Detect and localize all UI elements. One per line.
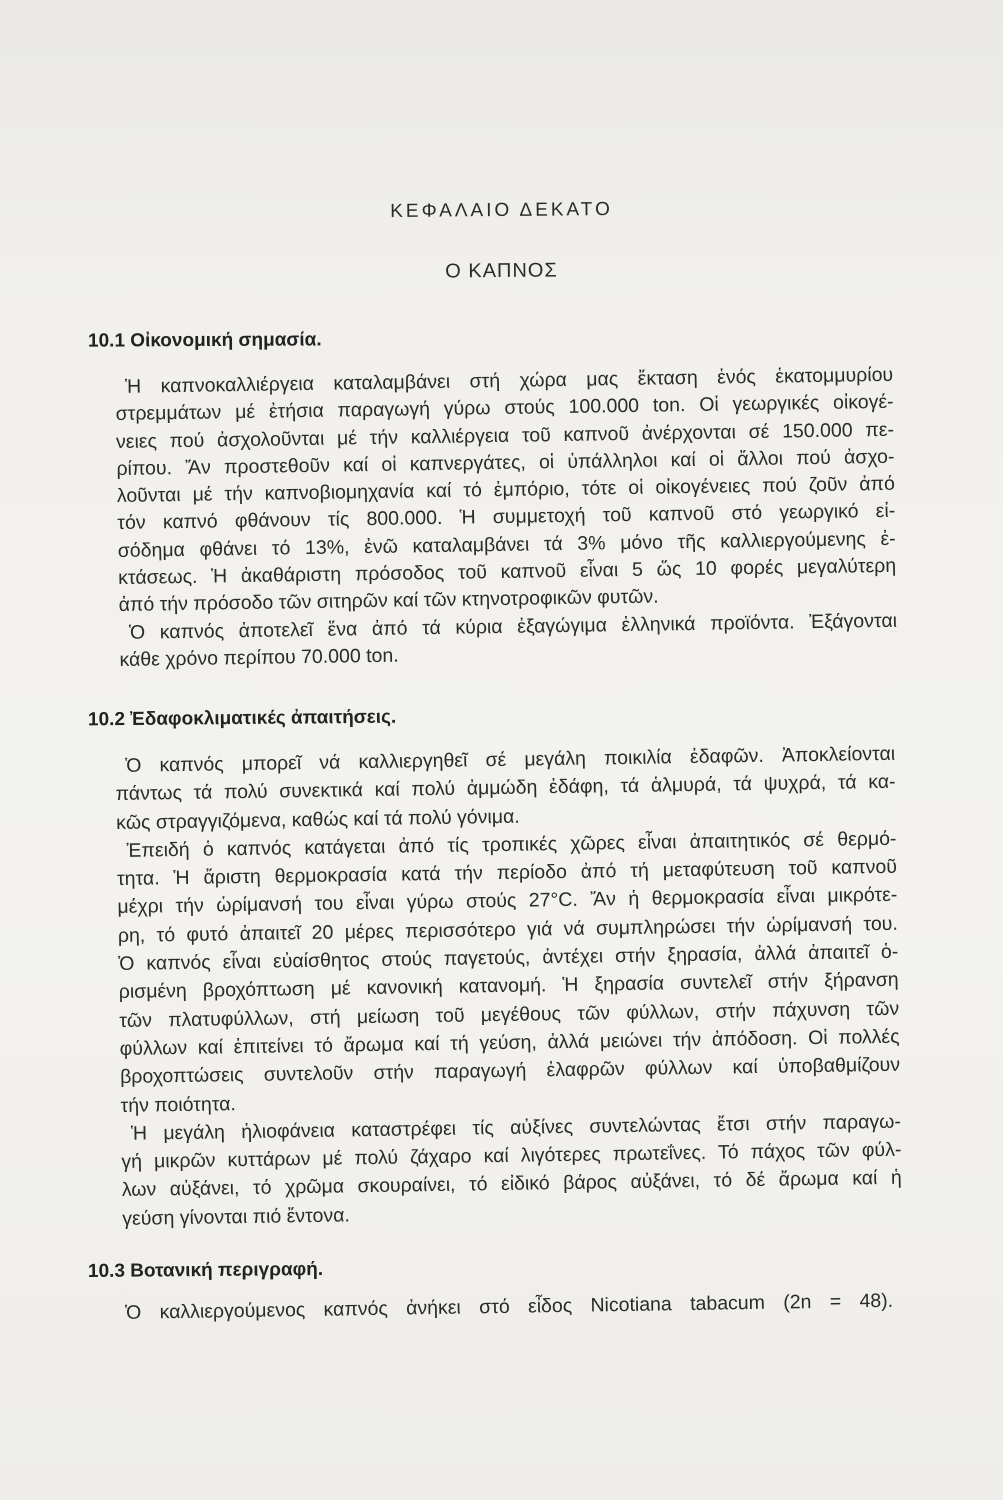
text-line: ρισμένη βροχόπτωση μέ κανονική κατανομή. Ἡ ξηρασία συντελεῖ στήν ξήρανση [118, 969, 899, 1004]
text-line: σόδημα φθάνει τό 13%, ἐνῶ καταλαμβάνει τά 3% μόνο τῆς καλλιεργούμενης ἐ- [117, 527, 896, 562]
text-line: ἀπό τήν πρόσοδο τῶν σιτηρῶν καί τῶν κτηνοτροφικῶν φυτῶν. [118, 585, 659, 617]
section-10-1-body [115, 362, 898, 674]
text-line: πάντως τά πολύ συνεκτικά καί πολύ ἀμμώδη ἐδάφη, τά ἁλμυρά, τά ψυχρά, τά κα- [115, 771, 896, 806]
text-line: βροχοπτώσεις συντελοῦν στήν παραγωγή ἐλαφρῶν φύλλων καί ὑποβαθμίζουν [119, 1053, 901, 1089]
text-line: τῶν πλατυφύλλων, στή μείωση τοῦ μεγέθους τῶν φύλλων, στήν πάχυνση τῶν [119, 997, 900, 1032]
chapter-label: ΚΕΦΑΛΑΙΟ ΔΕΚΑΤΟ [390, 199, 613, 222]
text-line: τόν καπνό φθάνουν τίς 800.000. Ἡ συμμετοχή τοῦ καπνοῦ στό γεωργικό εἰ- [117, 500, 896, 535]
text-line: Ἡ καπνοκαλλιέργεια καταλαμβάνει στή χώρα μας ἔκταση ἑνός ἑκατομμυρίου [125, 363, 894, 398]
text-line: στρεμμάτων μέ ἐτήσια παραγωγή γύρω στούς 100.000 ton. Οἱ γεωργικές οἰκογέ- [115, 391, 894, 426]
text-line: νειες πού ἀσχολοῦνται μέ τήν καλλιέργεια τοῦ καπνοῦ ἀνέρχονται σέ 150.000 πε- [115, 418, 895, 453]
section-10-2-body [115, 740, 902, 1233]
section-heading-10-2: 10.2 Ἐδαφοκλιματικές ἀπαιτήσεις. [87, 706, 397, 731]
section-10-3-body [115, 1288, 893, 1328]
text-line: γή μικρῶν κυττάρων μέ πολύ ζάχαρο καί λιγότερες πρωτεΐνες. Τό πάχος τῶν φύλ- [121, 1138, 902, 1174]
text-line: Ὁ καπνός μπορεῖ νά καλλιεργηθεῖ σέ μεγάλη ποικιλία ἐδαφῶν. Ἀποκλείονται [125, 742, 896, 777]
text-line: φύλλων καί ἐπιτείνει τό ἄρωμα καί τή γεύση, ἀλλά μειώνει τήν ἀπόδοση. Οἱ πολλές [119, 1025, 900, 1060]
text-line: Ὁ καπνός ἀποτελεῖ ἕνα ἀπό τά κύρια ἐξαγώγιμα ἑλληνικά προϊόντα. Ἐξάγονται [128, 609, 898, 644]
text-line: κτάσεως. Ἡ ἀκαθάριστη πρόσοδος τοῦ καπνοῦ εἶναι 5 ὥς 10 φορές μεγαλύτερη [118, 554, 897, 590]
text-line: Ὁ καπνός εἶναι εὐαίσθητος στούς παγετούς, ἀντέχει στήν ξηρασία, ἀλλά ἀπαιτεῖ ὁ- [118, 940, 899, 976]
text-line: κῶς στραγγιζόμενα, καθώς καί τά πολύ γόνιμα. [115, 805, 520, 834]
text-line: λοῦνται μέ τήν καπνοβιομηχανία καί τό ἐμπόριο, τότε οἱ οἰκογένειες πού ζοῦν ἀπό [116, 472, 895, 508]
chapter-title: Ο ΚΑΠΝΟΣ [445, 259, 558, 283]
text-line: ρίπου. Ἄν προστεθοῦν καί οἱ καπνεργάτες, οἱ ὑπάλληλοι καί οἱ ἄλλοι πού ἀσχο- [116, 445, 895, 480]
text-line: γεύση γίνονται πιό ἔντονα. [122, 1204, 350, 1230]
text-line: τητα. Ἡ ἄριστη θερμοκρασία κατά τήν περίοδο ἀπό τή μεταφύτευση τοῦ καπνοῦ [116, 855, 898, 891]
text-line: Ἡ μεγάλη ἡλιοφάνεια καταστρέφει τίς αὐξίνες συντελώντας ἔτσι στήν παραγω- [130, 1110, 902, 1145]
text-line: κάθε χρόνο περίπου 70.000 ton. [119, 644, 399, 671]
section-heading-10-1: 10.1 Οἰκονομική σημασία. [87, 329, 322, 352]
text-line: Ὁ καλλιεργούμενος καπνός ἀνήκει στό εἶδος Nicotiana tabacum (2n = 48). [125, 1289, 894, 1324]
text-line: τήν ποιότητα. [120, 1092, 237, 1117]
text-line: ρη, τό φυτό ἀπαιτεῖ 20 μέρες περισσότερο γιά νά συμπληρώσει τήν ὡρίμανσή του. [117, 912, 898, 947]
text-line: μέχρι τήν ὡρίμανσή του εἶναι γύρω στούς 27°C. Ἄν ἡ θερμοκρασία εἶναι μικρότε- [117, 884, 898, 919]
text-line: Ἐπειδή ὁ καπνός κατάγεται ἀπό τίς τροπικές χῶρες εἶναι ἀπαιτητικός σέ θερμό- [126, 827, 897, 862]
text-line: λων αὐξάνει, τό χρῶμα σκουραίνει, τό εἰδικό βάρος αὐξάνει, τό δέ ἄρωμα καί ἡ [121, 1167, 902, 1202]
section-heading-10-3: 10.3 Βοτανική περιγραφή. [87, 1258, 324, 1283]
